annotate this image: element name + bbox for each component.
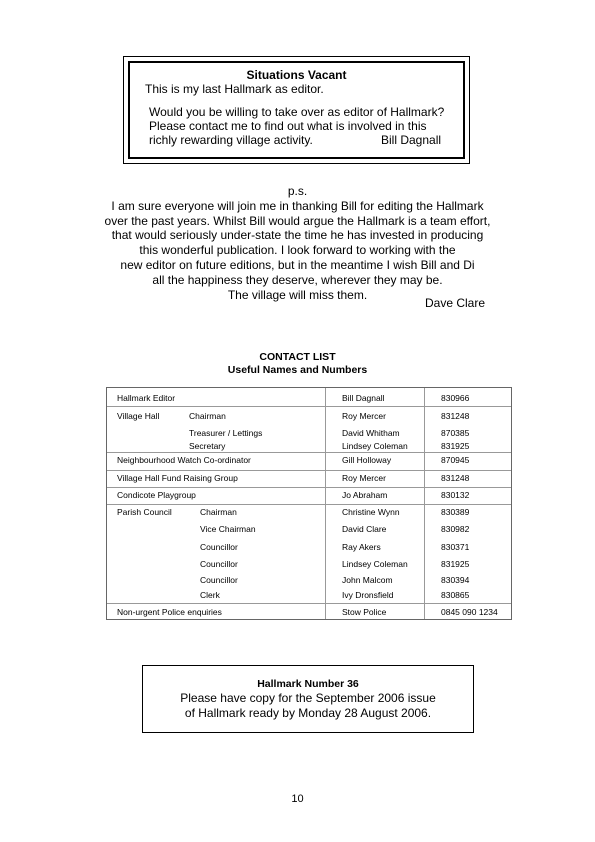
cell-phone: 870385: [441, 428, 470, 438]
hallmark-number-box: [142, 665, 474, 733]
cell-org: Village Hall: [117, 411, 160, 421]
ps-paragraph: [40, 184, 555, 302]
hallmark-number-title: Hallmark Number 36: [257, 678, 359, 690]
ps-signature: Dave Clare: [425, 296, 486, 310]
cell-name: Ray Akers: [342, 542, 381, 552]
ps-line: all the happiness they deserve, wherever they may be.: [152, 272, 443, 287]
situations-vacant-intro: This is my last Hallmark as editor.: [145, 82, 324, 96]
ps-line: that would seriously under-state the time he has invested in producing: [111, 228, 484, 243]
cell-phone: 830132: [441, 490, 470, 500]
cell-name: Roy Mercer: [342, 411, 386, 421]
cell-name: Stow Police: [342, 607, 387, 617]
contact-list-title: CONTACT LIST: [259, 351, 336, 363]
page-number: 10: [291, 793, 304, 805]
cell-org: Neighbourhood Watch Co-ordinator: [117, 455, 251, 465]
cell-role: Chairman: [189, 411, 226, 421]
cell-phone: 830966: [441, 393, 470, 403]
contact-list-subtitle: Useful Names and Numbers: [227, 364, 368, 376]
hallmark-number-line: Please have copy for the September 2006 issue: [180, 691, 436, 705]
cell-phone: 831925: [441, 559, 470, 569]
cell-org: Non-urgent Police enquiries: [117, 607, 222, 617]
cell-org: Parish Council: [117, 507, 172, 517]
sv-para-line: Would you be willing to take over as editor of Hallmark?: [149, 105, 445, 119]
situations-vacant-signature: Bill Dagnall: [381, 133, 442, 147]
cell-phone: 870945: [441, 455, 470, 465]
cell-role: Councillor: [200, 575, 238, 585]
ps-line: new editor on future editions, but in the meantime I wish Bill and Di: [120, 257, 475, 272]
ps-line: The village will miss them.: [227, 287, 368, 302]
cell-phone: 831925: [441, 441, 470, 451]
cell-role: Clerk: [200, 590, 220, 600]
cell-name: Bill Dagnall: [342, 393, 385, 403]
row-divider: [107, 487, 511, 488]
hallmark-number-line: of Hallmark ready by Monday 28 August 2006.: [184, 706, 432, 720]
situations-vacant-title: Situations Vacant: [246, 68, 347, 82]
contact-table: [106, 387, 512, 620]
cell-phone: 831248: [441, 473, 470, 483]
cell-name: Gill Holloway: [342, 455, 392, 465]
ps-line: over the past years. Whilst Bill would argue the Hallmark is a team effort,: [104, 213, 491, 228]
cell-name: Lindsey Coleman: [342, 441, 408, 451]
cell-role: Treasurer / Lettings: [189, 428, 263, 438]
cell-phone: 830371: [441, 542, 470, 552]
cell-role: Vice Chairman: [200, 524, 256, 534]
sv-para-line: richly rewarding village activity.: [149, 133, 313, 147]
hallmark-number-text: [143, 691, 473, 721]
cell-name: David Clare: [342, 524, 387, 534]
row-divider: [107, 406, 511, 407]
cell-phone: 830865: [441, 590, 470, 600]
row-divider: [107, 504, 511, 505]
sv-para-line: Please contact me to find out what is involved in this: [149, 119, 427, 133]
cell-org: Hallmark Editor: [117, 393, 176, 403]
cell-phone: 831248: [441, 411, 470, 421]
row-divider: [107, 603, 511, 604]
cell-org: Village Hall Fund Raising Group: [117, 473, 238, 483]
ps-heading: p.s.: [287, 184, 308, 198]
ps-line: this wonderful publication. I look forward to working with the: [139, 243, 456, 258]
cell-org: Condicote Playgroup: [117, 490, 196, 500]
cell-name: Lindsey Coleman: [342, 559, 408, 569]
cell-name: John Malcom: [342, 575, 393, 585]
cell-role: Councillor: [200, 542, 238, 552]
cell-phone: 830394: [441, 575, 470, 585]
row-divider: [107, 470, 511, 471]
cell-name: Christine Wynn: [342, 507, 400, 517]
cell-phone: 830389: [441, 507, 470, 517]
ps-line: I am sure everyone will join me in thanking Bill for editing the Hallmark: [111, 198, 484, 213]
cell-phone: 830982: [441, 524, 470, 534]
row-divider: [107, 452, 511, 453]
cell-role: Secretary: [189, 441, 226, 451]
cell-name: Ivy Dronsfield: [342, 590, 394, 600]
cell-name: Roy Mercer: [342, 473, 386, 483]
cell-role: Chairman: [200, 507, 237, 517]
contact-list-heading: [0, 351, 595, 377]
situations-vacant-box: [123, 56, 470, 164]
cell-role: Councillor: [200, 559, 238, 569]
cell-phone: 0845 090 1234: [441, 607, 498, 617]
cell-name: Jo Abraham: [342, 490, 388, 500]
cell-name: David Whitham: [342, 428, 400, 438]
